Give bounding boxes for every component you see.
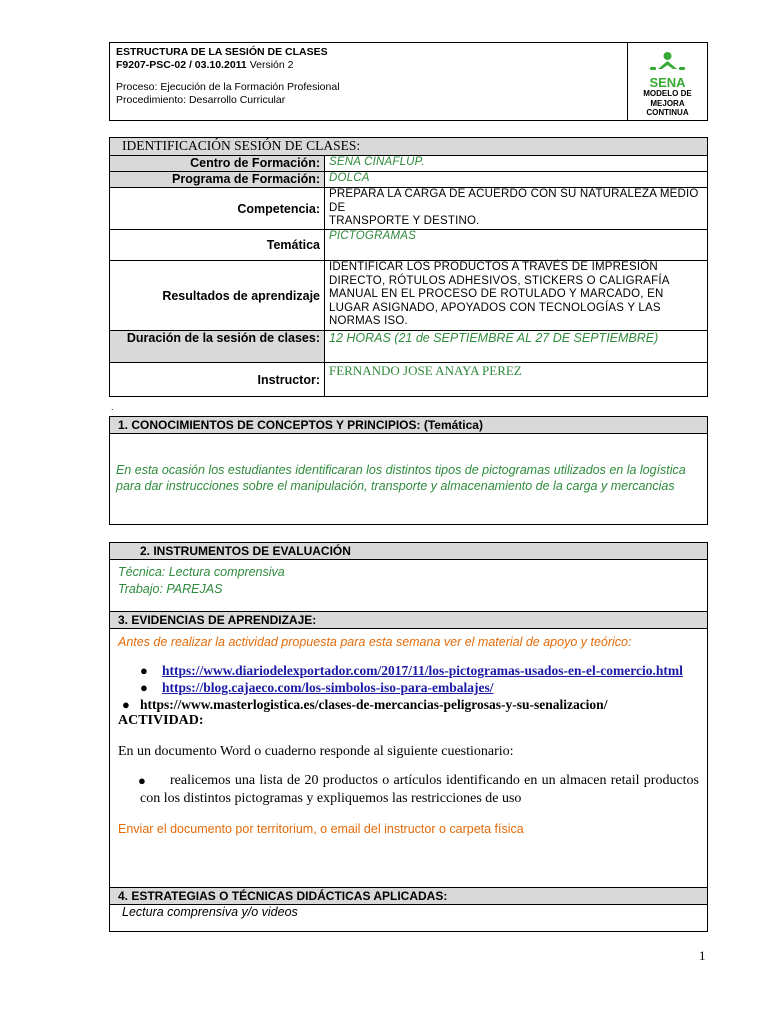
- evidence-intro: Antes de realizar la actividad propuesta para esta semana ver el material de apoyo y teórico:: [118, 635, 632, 649]
- row-label: Instructor:: [110, 363, 325, 397]
- link-cajaeco[interactable]: https://blog.cajaeco.com/los-simbolos-iso-para-embalajes/: [162, 680, 494, 695]
- link-masterlogistica[interactable]: https://www.masterlogistica.es/clases-de-mercancias-peligrosas-y-su-senalizacion/: [140, 697, 608, 712]
- table-row: [110, 172, 708, 188]
- page-number: 1: [699, 948, 706, 963]
- row-label: Centro de Formación:: [110, 156, 325, 172]
- evidence-send: Enviar el documento por territorium, o email del instructor o carpeta física: [118, 822, 524, 836]
- header-title: ESTRUCTURA DE LA SESIÓN DE CLASES: [116, 46, 328, 58]
- section-evidence-title: 3. EVIDENCIAS DE APRENDIZAJE:: [110, 611, 707, 629]
- link-diariodelexportador[interactable]: https://www.diariodelexportador.com/2017/11/los-pictogramas-usados-en-el-comercio.html: [162, 663, 683, 678]
- table-row: [110, 261, 708, 331]
- row-value: PICTOGRAMAS: [325, 230, 708, 261]
- row-value: 12 HORAS (21 de SEPTIEMBRE AL 27 DE SEPTIEMBRE): [325, 331, 708, 363]
- table-row: [110, 230, 708, 261]
- list-item: ● https://www.diariodelexportador.com/2017/11/los-pictogramas-usados-en-el-comercio.html: [140, 663, 683, 678]
- row-value: IDENTIFICAR LOS PRODUCTOS A TRAVÉS DE IMPRESIÓN DIRECTO, RÓTULOS ADHESIVOS, STICKERS O CALIGRAFÍA MANUAL EN EL PROCESO DE ROTULADO Y MARCADO, EN LUGAR ASIGNADO, APOYADOS CON TECNOLOGÍAS Y LAS NORMAS ISO.: [325, 261, 708, 331]
- section-concepts: [109, 416, 708, 525]
- activity-label: ACTIVIDAD:: [118, 713, 204, 728]
- svg-text:SENA: SENA: [649, 75, 686, 90]
- section-evaluation-group: [109, 542, 708, 932]
- section-evaluation-title: 2. INSTRUMENTOS DE EVALUACIÓN: [110, 543, 707, 560]
- sena-logo-area: [628, 43, 707, 120]
- header-version: Versión 2: [249, 59, 294, 71]
- header-process: Proceso: Ejecución de la Formación Profesional: [116, 81, 340, 93]
- evaluation-work: Trabajo: PAREJAS: [118, 582, 223, 596]
- section-strategies-title: 4. ESTRATEGIAS O TÉCNICAS DIDÁCTICAS APLICADAS:: [110, 887, 707, 905]
- header-info: [110, 43, 628, 120]
- header-procedure: Procedimiento: Desarrollo Curricular: [116, 94, 286, 106]
- strategies-body: Lectura comprensiva y/o videos: [122, 905, 298, 919]
- identification-table: [109, 137, 708, 397]
- activity-instruction: En un documento Word o cuaderno responde al siguiente cuestionario:: [118, 744, 514, 759]
- table-row: [110, 188, 708, 230]
- row-label: Temática: [110, 230, 325, 261]
- section-concepts-title: 1. CONOCIMIENTOS DE CONCEPTOS Y PRINCIPIOS: (Temática): [110, 417, 707, 434]
- activity-task: realicemos una lista de 20 productos o artículos identificando en un almacen retail productos con los distintos pictogramas y expliquemos las restricciones de uso: [140, 773, 699, 806]
- identification-title: IDENTIFICACIÓN SESIÓN DE CLASES:: [110, 138, 708, 156]
- row-label: Resultados de aprendizaje: [110, 261, 325, 331]
- row-label: Competencia:: [110, 188, 325, 230]
- list-item: ● https://www.masterlogistica.es/clases-de-mercancias-peligrosas-y-su-senalizacion/: [122, 697, 608, 712]
- list-item: ● realicemos una lista de 20 productos o artículos identificando en un almacen retail productos con los distintos pictogramas y expliquemos las restricciones de uso: [138, 773, 699, 806]
- model-line-1: MODELO DE: [643, 89, 692, 98]
- list-item: ● https://blog.cajaeco.com/los-simbolos-iso-para-embalajes/: [140, 680, 494, 695]
- row-label: Duración de la sesión de clases:: [110, 331, 325, 363]
- row-value: FERNANDO JOSE ANAYA PEREZ: [325, 363, 708, 397]
- evaluation-technique: Técnica: Lectura comprensiva: [118, 565, 285, 579]
- row-label: Programa de Formación:: [110, 172, 325, 188]
- table-row: [110, 331, 708, 363]
- header-code: F9207-PSC-02 / 03.10.2011: [116, 59, 247, 71]
- model-line-2: MEJORA: [650, 98, 685, 108]
- row-value: SENA CINAFLUP.: [325, 156, 708, 172]
- stray-dot: .: [111, 402, 114, 412]
- row-value: DOLCA: [325, 172, 708, 188]
- section-concepts-body: En esta ocasión los estudiantes identificaran los distintos tipos de pictogramas utilizados en la logística para dar instrucciones sobre el manipulación, transporte y almacenamiento de la carga y mercancias: [116, 463, 686, 493]
- row-value: PREPARA LA CARGA DE ACUERDO CON SU NATURALEZA MEDIO DE TRANSPORTE Y DESTINO.: [325, 188, 708, 230]
- table-row: [110, 363, 708, 397]
- model-line-3: CONTINUA: [646, 108, 689, 117]
- document-header: [109, 42, 708, 121]
- table-row: [110, 156, 708, 172]
